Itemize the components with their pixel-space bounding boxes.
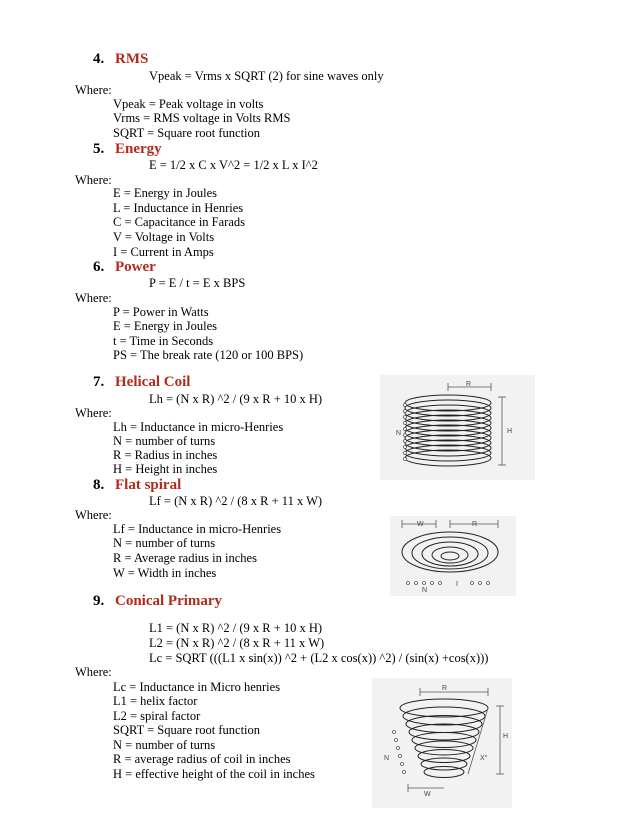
flat-w-label: W xyxy=(417,521,424,528)
where-label: Where: xyxy=(75,406,112,420)
definition: L = Inductance in Henries xyxy=(113,201,244,215)
conical-n-label: N xyxy=(384,755,390,762)
formula: L2 = (N x R) ^2 / (8 x R + 11 x W) xyxy=(149,636,325,650)
definition: H = effective height of the coil in inches xyxy=(113,767,315,781)
formula: Lh = (N x R) ^2 / (9 x R + 10 x H) xyxy=(149,392,323,406)
formula: L1 = (N x R) ^2 / (9 x R + 10 x H) xyxy=(149,621,323,635)
helical-h-label: H xyxy=(507,428,513,435)
conical-primary-figure xyxy=(372,678,512,808)
section-heading-conical-primary: 9. Conical Primary xyxy=(93,593,223,609)
section-heading-power: 6. Power xyxy=(93,259,156,275)
flat-n-label: N xyxy=(422,587,428,594)
definition: R = Average radius in inches xyxy=(113,551,257,565)
definition: E = Energy in Joules xyxy=(113,319,218,333)
conical-angle-label: X° xyxy=(480,755,488,762)
conical-r-label: R xyxy=(442,685,448,692)
flat-spiral-figure xyxy=(390,516,516,596)
helical-n-label: N xyxy=(396,430,402,437)
definition: P = Power in Watts xyxy=(113,305,209,319)
conical-primary-diagram xyxy=(372,678,512,808)
section-heading-helical-coil: 7. Helical Coil xyxy=(93,374,191,390)
definition: L1 = helix factor xyxy=(113,694,198,708)
helical-r-label: R xyxy=(466,381,472,388)
flat-spiral-diagram xyxy=(390,516,516,596)
definition: I = Current in Amps xyxy=(113,245,214,259)
definition: t = Time in Seconds xyxy=(113,334,214,348)
definition: PS = The break rate (120 or 100 BPS) xyxy=(113,348,304,362)
definition: H = Height in inches xyxy=(113,462,218,476)
definition: N = number of turns xyxy=(113,434,216,448)
definition: SQRT = Square root function xyxy=(113,126,261,140)
section-heading-energy: 5. Energy xyxy=(93,141,162,157)
definition: Vrms = RMS voltage in Volts RMS xyxy=(113,111,291,125)
definition: N = number of turns xyxy=(113,536,216,550)
definition: R = Radius in inches xyxy=(113,448,218,462)
helical-coil-diagram xyxy=(380,375,535,480)
where-label: Where: xyxy=(75,173,112,187)
definition: E = Energy in Joules xyxy=(113,186,218,200)
section-heading-rms: 4. RMS xyxy=(93,51,149,67)
definition: Lf = Inductance in micro-Henries xyxy=(113,522,282,536)
definition: Vpeak = Peak voltage in volts xyxy=(113,97,264,111)
definition: L2 = spiral factor xyxy=(113,709,201,723)
definition: Lc = Inductance in Micro henries xyxy=(113,680,281,694)
formula: P = E / t = E x BPS xyxy=(149,276,246,290)
flat-r-label: R xyxy=(472,521,478,528)
definition: Lh = Inductance in micro-Henries xyxy=(113,420,284,434)
formula: E = 1/2 x C x V^2 = 1/2 x L x I^2 xyxy=(149,158,318,172)
definition: V = Voltage in Volts xyxy=(113,230,215,244)
formula: Lc = SQRT (((L1 x sin(x)) ^2 + (L2 x cos(x)) ^2) / (sin(x) +cos(x))) xyxy=(149,651,489,665)
section-heading-flat-spiral: 8. Flat spiral xyxy=(93,477,182,493)
helical-coil-figure xyxy=(380,375,535,480)
definition: R = average radius of coil in inches xyxy=(113,752,291,766)
where-label: Where: xyxy=(75,291,112,305)
definition: SQRT = Square root function xyxy=(113,723,261,737)
conical-h-label: H xyxy=(503,733,509,740)
formula: Lf = (N x R) ^2 / (8 x R + 11 x W) xyxy=(149,494,323,508)
formula: Vpeak = Vrms x SQRT (2) for sine waves only xyxy=(149,69,384,83)
where-label: Where: xyxy=(75,83,112,97)
conical-w-label: W xyxy=(424,791,431,798)
definition: C = Capacitance in Farads xyxy=(113,215,246,229)
definition: W = Width in inches xyxy=(113,566,217,580)
where-label: Where: xyxy=(75,665,112,679)
definition: N = number of turns xyxy=(113,738,216,752)
flat-i-label: I xyxy=(456,581,458,588)
where-label: Where: xyxy=(75,508,112,522)
